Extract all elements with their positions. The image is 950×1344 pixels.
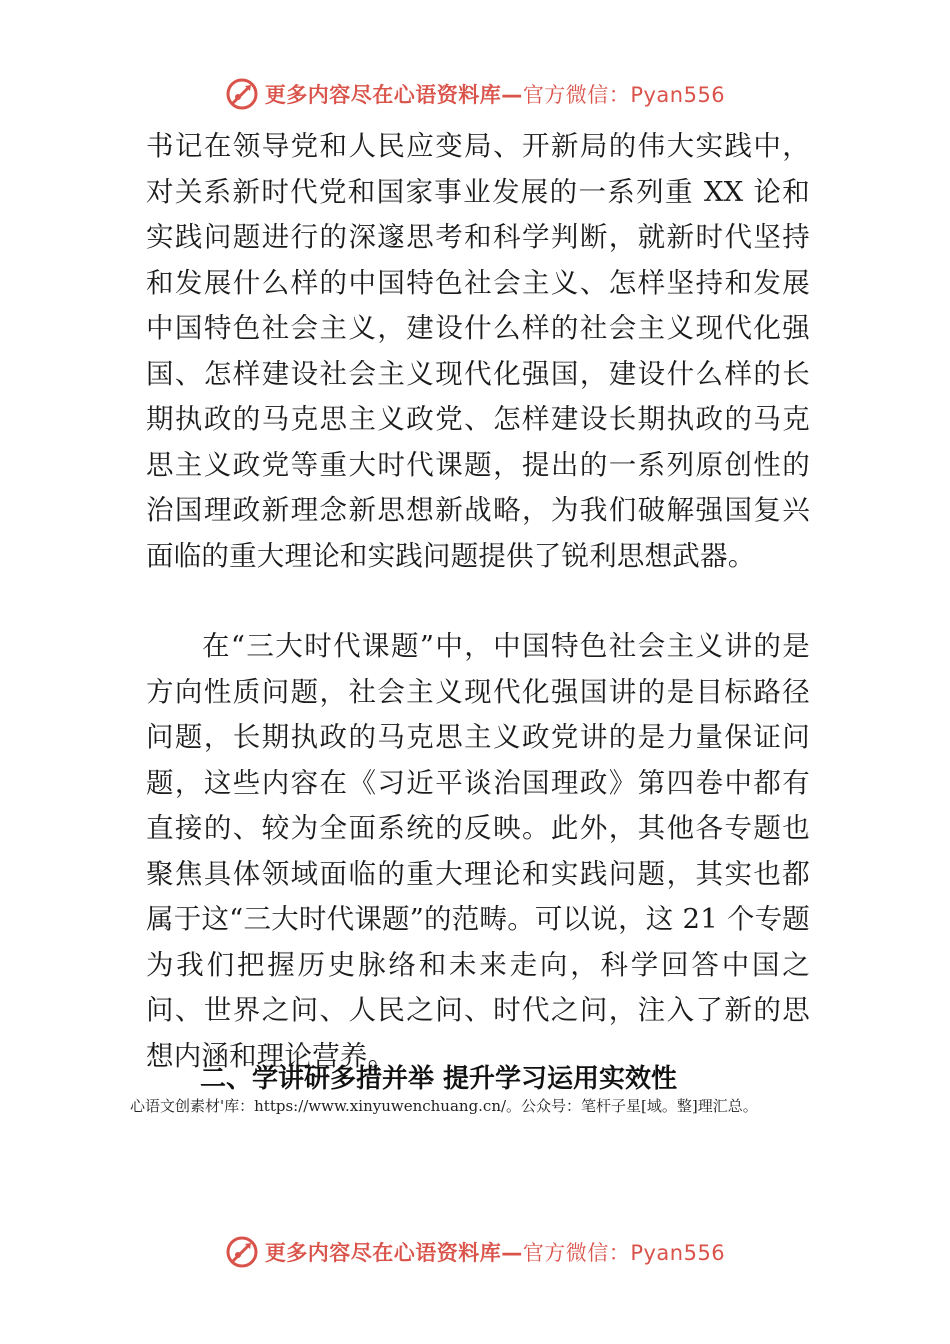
banner-wechat-label: 官方微信： [522, 83, 631, 107]
banner-wechat-label: 官方微信： [522, 1241, 631, 1265]
document-body [146, 124, 810, 1079]
footer-banner [0, 1232, 950, 1272]
banner-text [265, 79, 725, 109]
brand-logo-icon [225, 1235, 259, 1269]
header-banner [0, 74, 950, 114]
banner-wechat-id: Pyan556 [630, 83, 726, 107]
source-note: 心语文创素材'库：https://www.xinyuwenchuang.cn/。公众号：笔杆子星[域。整]理汇总。 [130, 1097, 758, 1115]
paragraph-2: 在“三大时代课题”中，中国特色社会主义讲的是方向性质问题，社会主义现代化强国讲的是目标路径问题，长期执政的马克思主义政党讲的是力量保证问题，这些内容在《习近平谈治国理政》第四卷中都有直接的、较为全面系统的反映。此外，其他各专题也聚焦具体领域面临的重大理论和实践问题，其实也都属于这“三大时代课题”的范畴。可以说，这 21 个专题为我们把握历史脉络和未来走向，科学回答中国之问、世界之问、人民之问、时代之问，注入了新的思想内涵和理论营养。 [146, 630, 810, 1072]
banner-wechat-id: Pyan556 [630, 1241, 726, 1265]
paragraph-1: 书记在领导党和人民应变局、开新局的伟大实践中，对关系新时代党和国家事业发展的一系列重 XX 论和实践问题进行的深邃思考和科学判断，就新时代坚持和发展什么样的中国特色社会主义、怎样坚持和发展中国特色社会主义，建设什么样的社会主义现代化强国、怎样建设社会主义现代化强国，建设什么样的长期执政的马克思主义政党、怎样建设长期执政的马克思主义政党等重大时代课题，提出的一系列原创性的治国理政新理念新思想新战略，为我们破解强国复兴面临的重大理论和实践问题提供了锐利思想武器。 [146, 130, 810, 572]
brand-logo-icon [225, 77, 259, 111]
banner-main-text: 更多内容尽在心语资料库— [264, 1241, 523, 1265]
section-heading: 二、学讲研多措并举 提升学习运用实效性 [200, 1064, 678, 1094]
banner-main-text: 更多内容尽在心语资料库— [264, 83, 523, 107]
banner-text [265, 1237, 725, 1267]
